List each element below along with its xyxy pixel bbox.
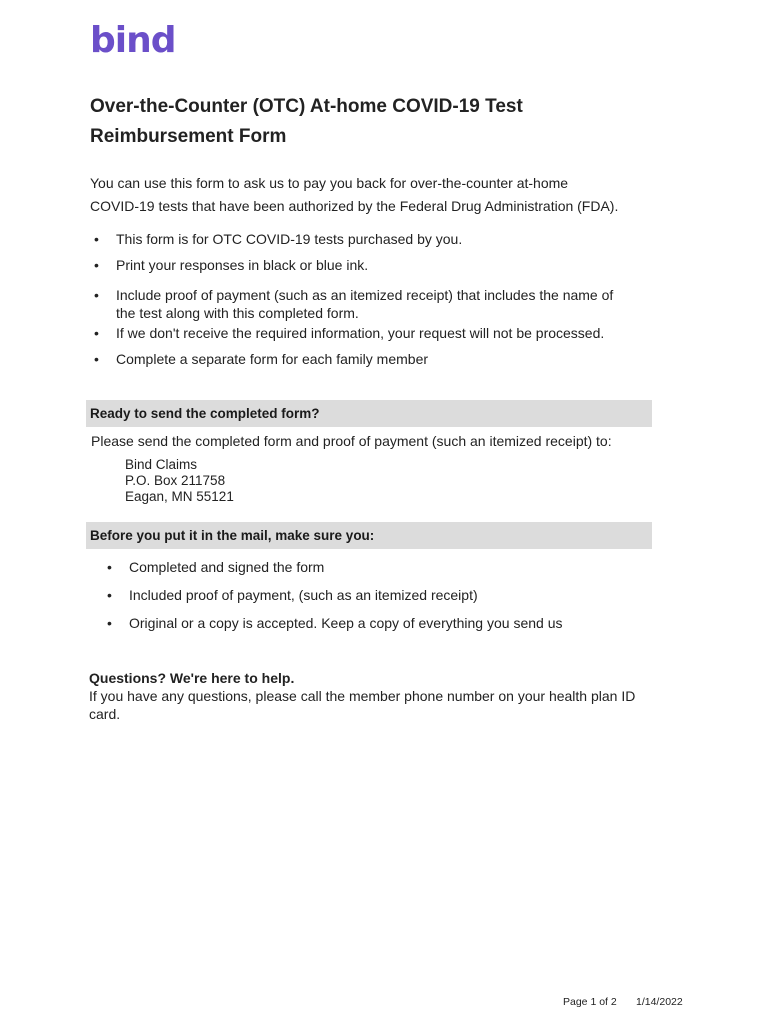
instruction-text: This form is for OTC COVID-19 tests purchased by you. <box>116 231 463 247</box>
bullet-icon: • <box>94 351 99 367</box>
checklist-item <box>103 558 663 576</box>
address-line-3: Eagan, MN 55121 <box>125 489 234 504</box>
checklist-text: Included proof of payment, (such as an itemized receipt) <box>129 587 478 603</box>
mailing-address <box>125 457 234 505</box>
bullet-icon: • <box>94 231 99 247</box>
page-number: Page 1 of 2 <box>563 996 617 1008</box>
instruction-text: Complete a separate form for each family member <box>116 351 429 367</box>
checklist-section-heading: Before you put it in the mail, make sure you: <box>86 522 652 549</box>
form-title-line-2: Reimbursement Form <box>90 126 287 147</box>
intro-line-2: COVID-19 tests that have been authorized by the Federal Drug Administration (FDA). <box>90 198 619 214</box>
instruction-item <box>90 256 650 274</box>
questions-heading: Questions? We're here to help. <box>89 670 295 686</box>
intro-paragraph <box>90 172 690 218</box>
bullet-icon: • <box>107 559 112 575</box>
instruction-text: If we don't receive the required information, your request will not be processed. <box>116 325 605 341</box>
instruction-item <box>90 350 650 368</box>
footer-date: 1/14/2022 <box>636 996 683 1008</box>
bullet-icon: • <box>94 325 99 341</box>
checklist-item <box>103 586 663 604</box>
instruction-item <box>90 230 650 248</box>
bullet-icon: • <box>107 615 112 631</box>
checklist-text: Original or a copy is accepted. Keep a copy of everything you send us <box>129 615 563 631</box>
bullet-icon: • <box>107 587 112 603</box>
instruction-item <box>90 286 650 322</box>
instruction-text-continued: the test along with this completed form. <box>116 305 359 321</box>
bind-logo: bind <box>90 20 176 61</box>
questions-line-2: card. <box>89 706 121 722</box>
form-title <box>90 92 610 152</box>
questions-line-1: If you have any questions, please call the member phone number on your health plan ID <box>89 688 636 704</box>
bullet-icon: • <box>94 287 99 303</box>
checklist-text: Completed and signed the form <box>129 559 325 575</box>
address-line-2: P.O. Box 211758 <box>125 473 226 488</box>
send-instructions: Please send the completed form and proof of payment (such an itemized receipt) to: <box>91 433 612 449</box>
form-title-line-1: Over-the-Counter (OTC) At-home COVID-19 Test <box>90 96 523 117</box>
bullet-icon: • <box>94 257 99 273</box>
intro-line-1: You can use this form to ask us to pay you back for over-the-counter at-home <box>90 175 569 191</box>
instruction-text: Include proof of payment (such as an itemized receipt) that includes the name of <box>116 287 614 303</box>
checklist-item <box>103 614 663 632</box>
instruction-text: Print your responses in black or blue ink. <box>116 257 369 273</box>
questions-section <box>89 669 669 723</box>
instruction-item <box>90 324 650 342</box>
address-line-1: Bind Claims <box>125 457 198 472</box>
ready-section-heading: Ready to send the completed form? <box>86 400 652 427</box>
